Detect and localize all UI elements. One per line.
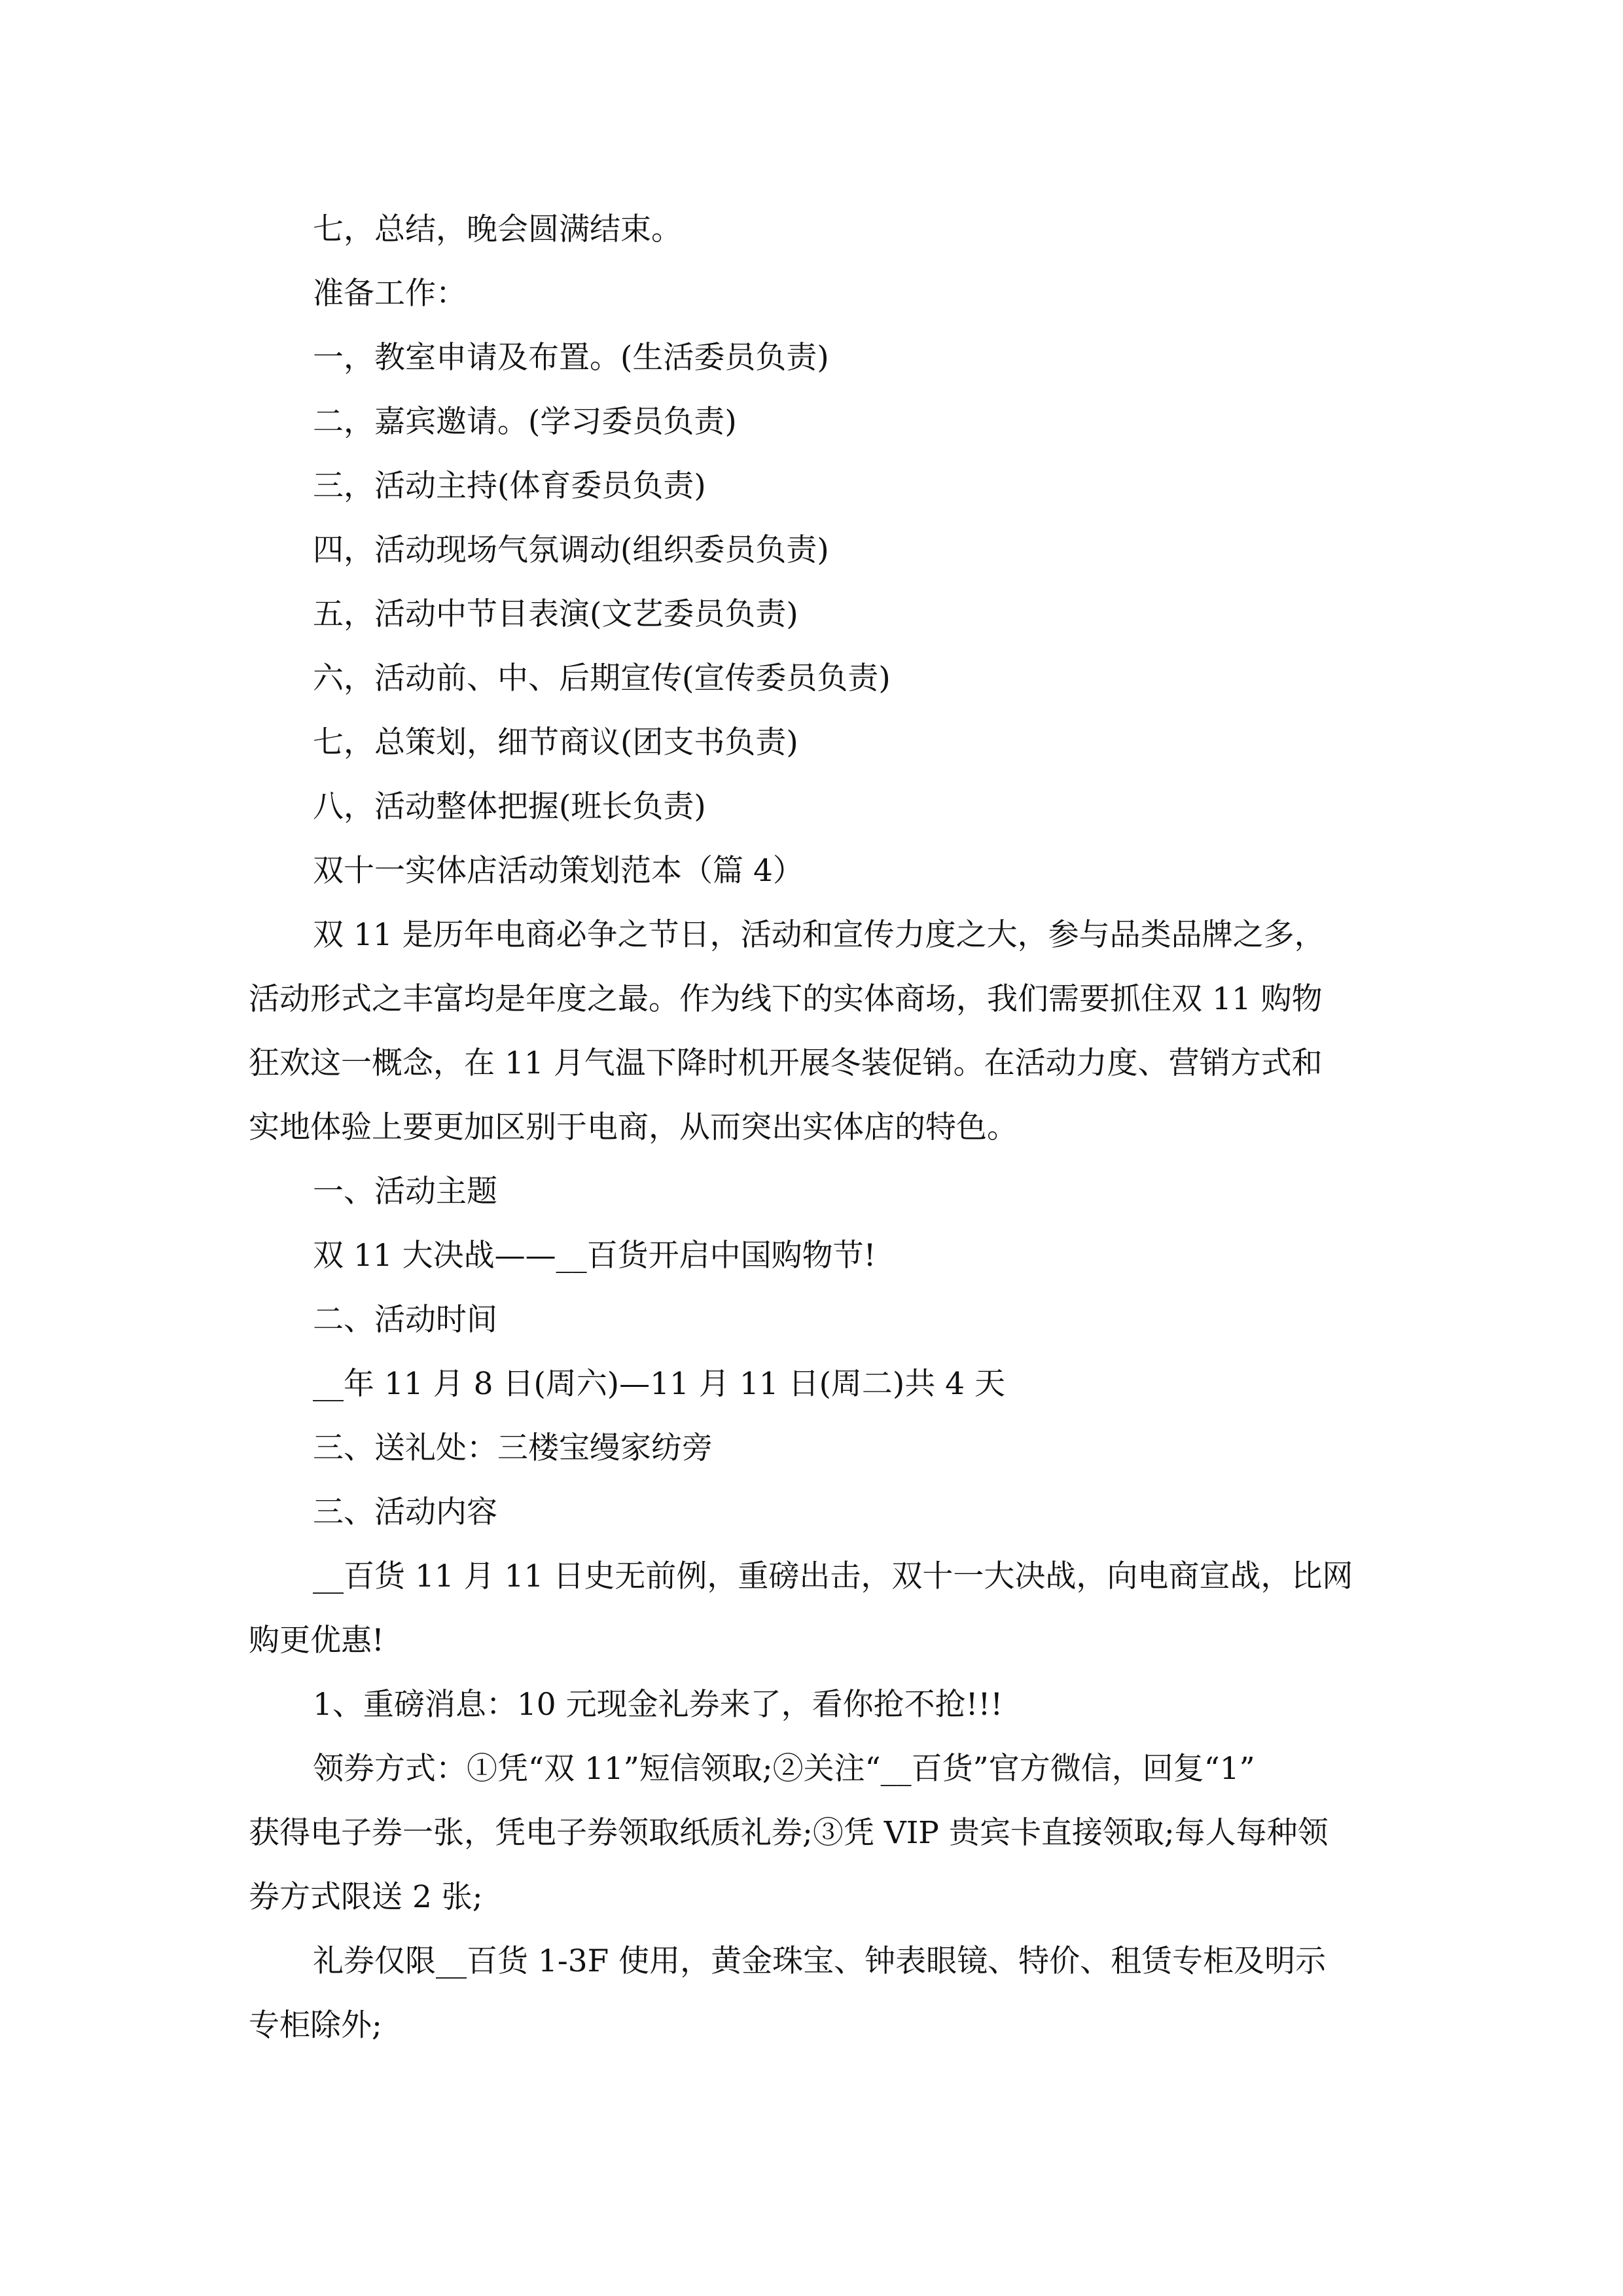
prep-item-2: 二，嘉宾邀请。(学习委员负责) [313,404,737,440]
intro-paragraph-line: 狂欢这一概念，在 11 月气温下降时机开展冬装促销。在活动力度、营销方式和 [249,1045,1323,1081]
gift-location: 三、送礼处：三楼宝缦家纺旁 [313,1430,713,1466]
coupon-news: 1、重磅消息：10 元现金礼券来了，看你抢不抢!!! [313,1687,1003,1723]
prep-item-6: 六，活动前、中、后期宣传(宣传委员负责) [313,660,891,696]
content-paragraph-line: 购更优惠! [249,1623,384,1659]
content-heading: 三、活动内容 [313,1494,497,1530]
coupon-method-line: 获得电子券一张，凭电子券领取纸质礼券;③凭 VIP 贵宾卡直接领取;每人每种领 [249,1815,1329,1851]
intro-paragraph-line: 实地体验上要更加区别于电商，从而突出实体店的特色。 [249,1109,1018,1145]
coupon-method-line: 领券方式：①凭“双 11”短信领取;②关注“__百货”官方微信，回复“1” [313,1751,1255,1787]
summary-line: 七，总结，晚会圆满结束。 [313,211,682,247]
section-title: 双十一实体店活动策划范本（篇 4） [313,853,804,889]
document-body [249,198,1374,2058]
prep-item-4: 四，活动现场气氛调动(组织委员负责) [313,532,829,568]
theme-text: 双 11 大决战——__百货开启中国购物节! [313,1238,876,1274]
prep-item-3: 三，活动主持(体育委员负责) [313,468,706,504]
coupon-method-line: 券方式限送 2 张; [249,1879,483,1915]
preparation-heading: 准备工作： [313,276,467,312]
prep-item-1: 一，教室申请及布置。(生活委员负责) [313,340,829,376]
intro-paragraph-line: 双 11 是历年电商必争之节日，活动和宣传力度之大，参与品类品牌之多， [313,917,1325,953]
theme-heading: 一、活动主题 [313,1174,497,1210]
prep-item-8: 八，活动整体把握(班长负责) [313,789,706,825]
time-text: __年 11 月 8 日(周六)—11 月 11 日(周二)共 4 天 [313,1366,1006,1402]
prep-item-5: 五，活动中节目表演(文艺委员负责) [313,596,798,632]
prep-item-7: 七，总策划，细节商议(团支书负责) [313,725,798,761]
coupon-restriction-line: 专柜除外; [249,2007,382,2043]
content-paragraph-line: __百货 11 月 11 日史无前例，重磅出击，双十一大决战，向电商宣战，比网 [313,1558,1353,1594]
coupon-restriction-line: 礼券仅限__百货 1-3F 使用，黄金珠宝、钟表眼镜、特价、租赁专柜及明示 [313,1943,1327,1979]
intro-paragraph-line: 活动形式之丰富均是年度之最。作为线下的实体商场，我们需要抓住双 11 购物 [249,981,1323,1017]
time-heading: 二、活动时间 [313,1302,497,1338]
